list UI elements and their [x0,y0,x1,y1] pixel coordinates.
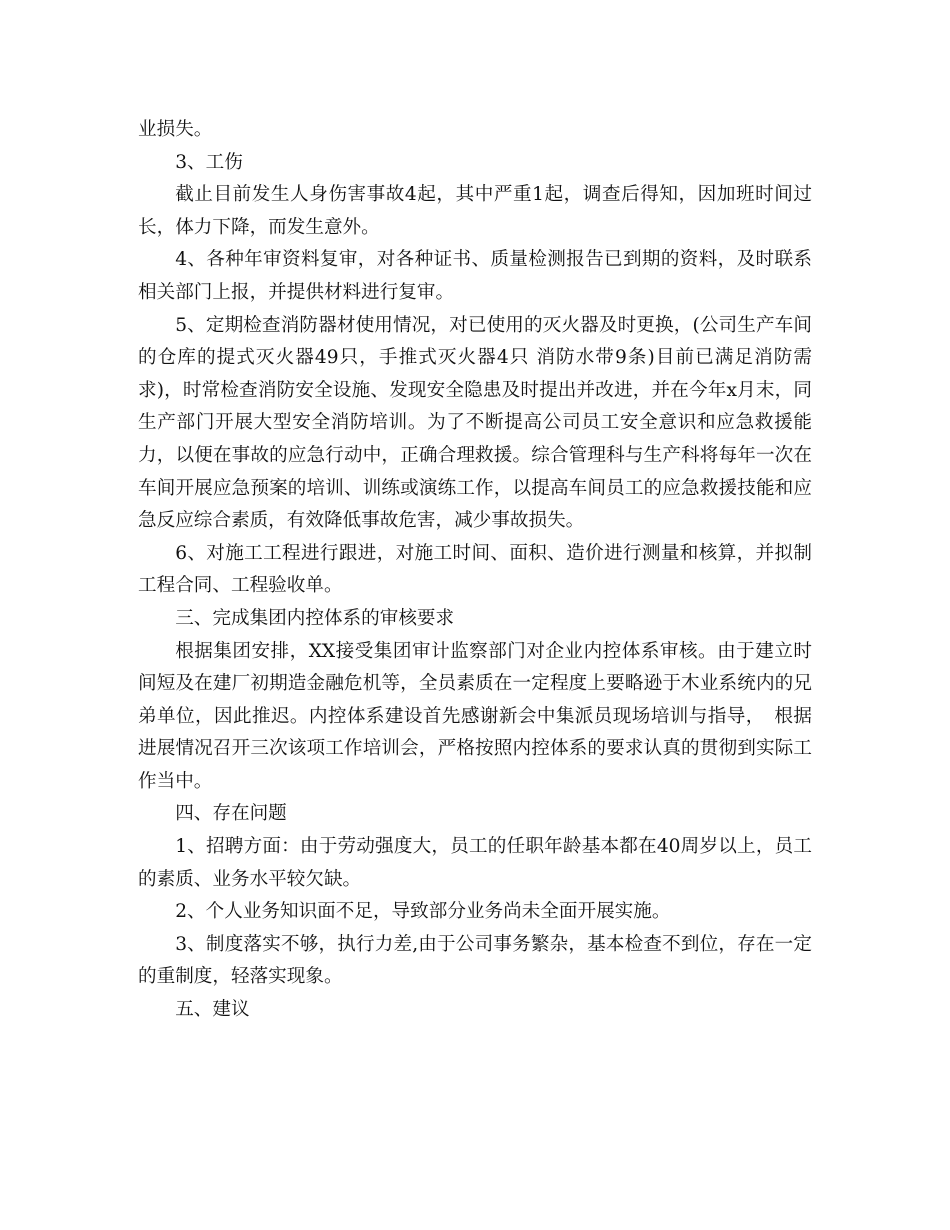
section-heading-internal-control: 三、完成集团内控体系的审核要求 [175,607,455,629]
document-body [138,114,812,1027]
paragraph-fire-safety: 5、定期检查消防器材使用情况，对已使用的灭火器及时更换，(公司生产车间的仓库的提式灭火器49只，手推式灭火器4只 消防水带9条)目前已满足消防需求)，时常检查消防安全设施、发现安全隐患及时提出并改进，并在今年x月末，同生产部门开展大型安全消防培训。为了不断提高公司员工安全意识和应急救援能力，以便在事故的应急行动中，正确合理救援。综合管理科与生产科将每年一次在车间开展应急预案的培训、训练或演练工作，以提高车间员工的应急救援技能和应急反应综合素质，有效降低事故危害，减少事故损失。 [138,314,812,532]
item-heading-injury: 3、工伤 [175,151,243,173]
paragraph-problem-knowledge: 2、个人业务知识面不足，导致部分业务尚未全面开展实施。 [175,901,671,923]
section-heading-problems: 四、存在问题 [175,803,287,825]
paragraph-annual-review: 4、各种年审资料复审，对各种证书、质量检测报告已到期的资料，及时联系相关部门上报，并提供材料进行复审。 [138,249,812,303]
paragraph-problem-execution: 3、制度落实不够，执行力差,由于公司事务繁杂，基本检查不到位，存在一定的重制度，轻落实现象。 [138,933,812,988]
paragraph-continuation: 业损失。 [138,119,213,140]
paragraph-injury: 截止目前发生人身伤害事故4起，其中严重1起，调查后得知，因加班时间过长，体力下降，而发生意外。 [138,184,812,238]
section-heading-suggestions: 五、建议 [175,999,250,1021]
paragraph-problem-recruitment: 1、招聘方面：由于劳动强度大，员工的任职年龄基本都在40周岁以上，员工的素质、业务水平较欠缺。 [138,836,812,890]
paragraph-construction: 6、对施工工程进行跟进，对施工时间、面积、造价进行测量和核算，并拟制工程合同、工程验收单。 [138,542,812,597]
paragraph-internal-control: 根据集团安排，XX接受集团审计监察部门对企业内控体系审核。由于建立时间短及在建厂初期造金融危机等，全员素质在一定程度上要略逊于木业系统内的兄弟单位，因此推迟。内控体系建设首先感谢新会中集派员现场培训与指导， 根据进展情况召开三次该项工作培训会，严格按照内控体系的要求认真的贯彻到实际工作当中。 [138,640,812,792]
